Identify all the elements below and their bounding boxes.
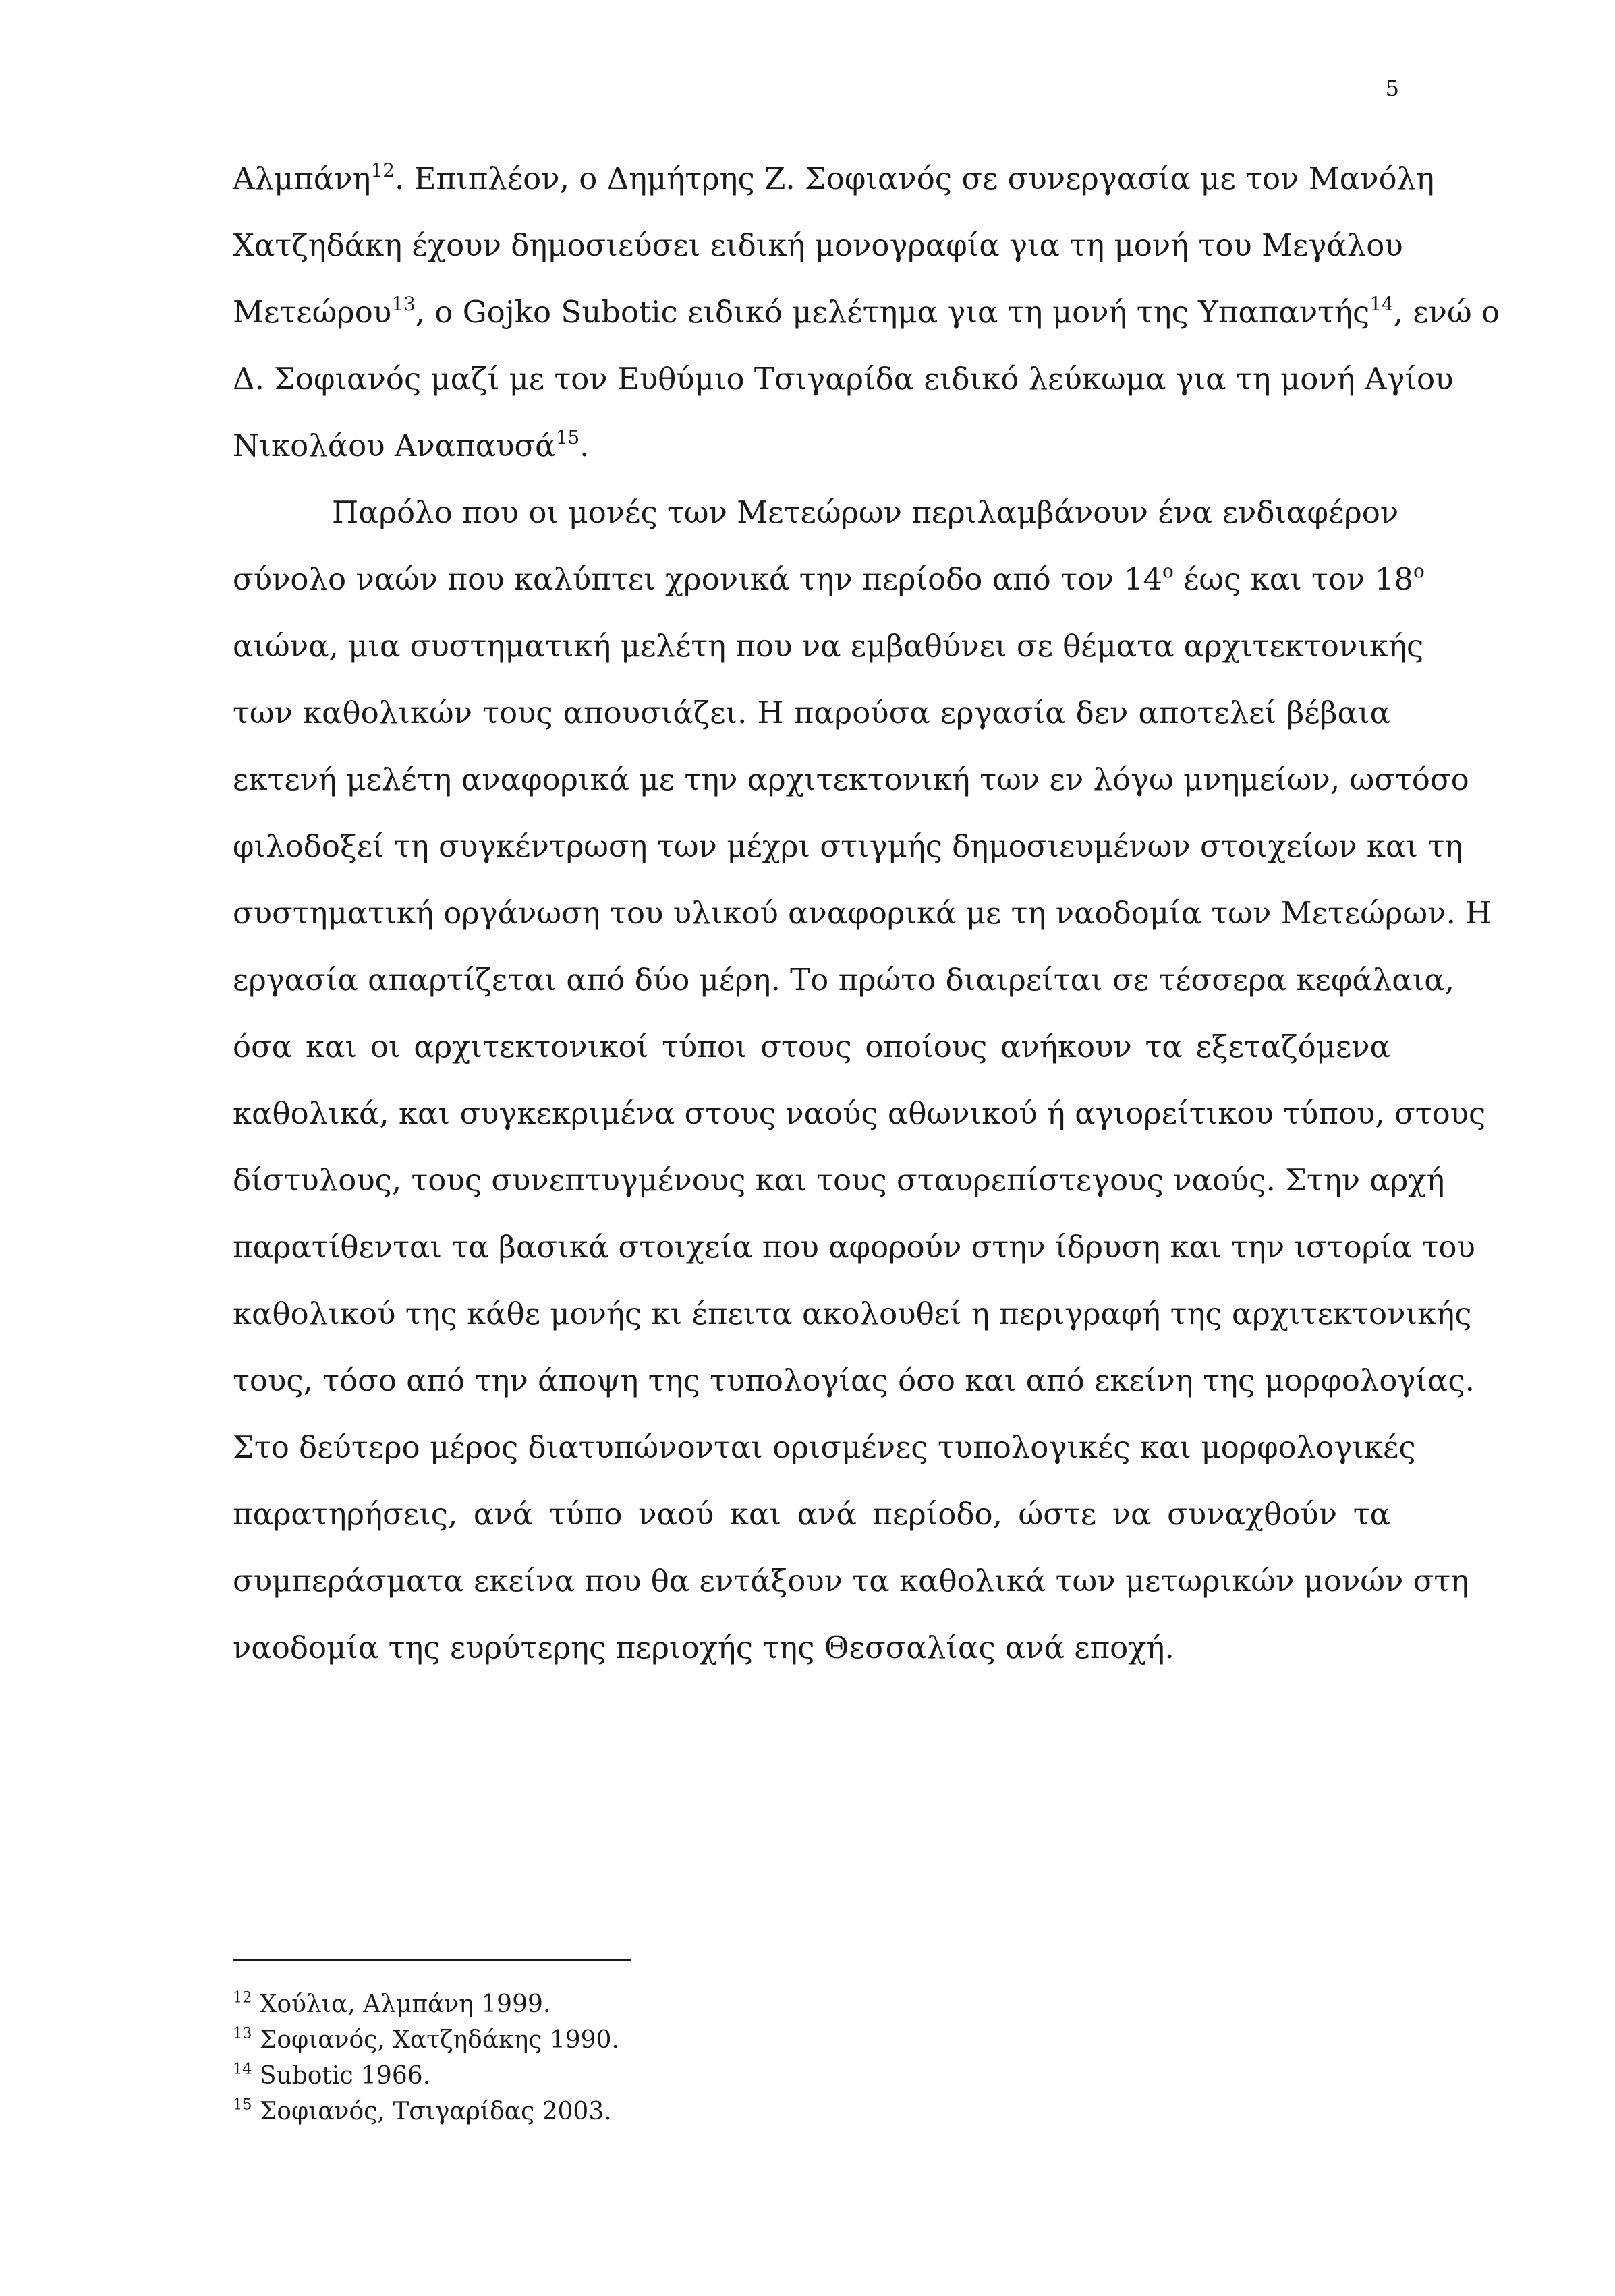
text-run: Παρόλο που οι μονές των Μετεώρων περιλαμβάνουν ένα ενδιαφέρον [332,494,1399,530]
text-run: σύνολο ναών που καλύπτει χρονικά την περίοδο από τον 14 [233,561,1162,597]
ordinal-superscript: ο [1162,559,1174,582]
footnote-text: Σοφιανός, Χατζηδάκης 1990. [259,2026,619,2054]
text-run: συστηματική οργάνωση του υλικού αναφορικά με τη ναοδομία των Μετεώρων. Η [233,895,1492,931]
text-run: δίστυλους, τους συνεπτυγμένους και τους σταυρεπίστεγους ναούς. Στην αρχή [233,1162,1445,1198]
text-run: καθολικά, και συγκεκριμένα στους ναούς αθωνικού ή αγιορείτικου τύπου, στους [233,1095,1486,1131]
text-line [233,1013,1390,1080]
text-line [233,145,1435,212]
text-run: συμπεράσματα εκείνα που θα εντάξουν τα καθολικά των μετωρικών μονών στη [233,1563,1469,1599]
footnote-number: 14 [233,2060,252,2078]
text-run: Αλμπάνη [233,161,371,196]
ordinal-superscript: ο [1413,559,1425,582]
footnote-12 [233,1986,619,2022]
text-run: Στο δεύτερο μέρος διατυπώνονται ορισμένες τυπολογικές και μορφολογικές [233,1429,1416,1465]
text-run: , ενώ ο [1393,294,1500,330]
text-run: παρατηρήσεις, ανά τύπο ναού και ανά περίοδο, ώστε να συναχθούν τα [233,1496,1390,1532]
footnote-ref-13: 13 [391,292,416,315]
text-run: τους, τόσο από την άποψη της τυπολογίας όσο και από εκείνη της μορφολογίας. [233,1362,1475,1398]
text-run: εργασία απαρτίζεται από δύο μέρη. Το πρώτο διαιρείται σε τέσσερα κεφάλαια, [233,962,1455,998]
text-line [233,813,1463,880]
text-run: καθολικού της κάθε μονής κι έπειτα ακολουθεί η περιγραφή της αρχιτεκτονικής [233,1296,1472,1331]
text-line [233,1547,1469,1614]
text-run: φιλοδοξεί τη συγκέντρωση των μέχρι στιγμής δημοσιευμένων στοιχείων και τη [233,828,1463,864]
text-run: Μετεώρου [233,294,392,330]
text-run: Νικολάου Αναπαυσά [233,428,556,463]
text-line [233,412,1390,479]
text-run: Χατζηδάκη έχουν δημοσιεύσει ειδική μονογραφία για τη μονή του Μεγάλου [233,227,1403,263]
footnote-text: Σοφιανός, Τσιγαρίδας 2003. [259,2098,612,2125]
text-run: εκτενή μελέτη αναφορικά με την αρχιτεκτονική των εν λόγω μνημείων, ωστόσο [233,762,1469,797]
footnote-number: 12 [233,1988,252,2007]
footnote-ref-12: 12 [370,159,395,181]
page-number: 5 [1385,76,1399,101]
text-line [233,946,1455,1013]
text-line [233,1481,1390,1547]
footnote-15 [233,2094,619,2129]
text-run: όσα και οι αρχιτεκτονικοί τύποι στους οποίους ανήκουν τα εξεταζόμενα [233,1029,1390,1064]
footnote-separator [233,1959,631,1961]
text-line [233,746,1469,813]
text-line [233,880,1492,946]
body-text [233,145,1500,1681]
footnotes [233,1986,619,2129]
text-line [233,345,1454,412]
text-line [233,1147,1445,1213]
text-line [233,212,1403,279]
text-line [233,479,1399,546]
footnote-text: Subotic 1966. [259,2062,431,2090]
text-line [233,546,1425,612]
text-line [233,1080,1486,1147]
footnote-number: 15 [233,2096,252,2114]
text-line [233,612,1424,679]
text-line [233,279,1500,345]
text-line [233,1347,1475,1414]
text-line [233,1614,1390,1681]
text-run: έως και τον 18 [1173,561,1413,597]
footnote-ref-15: 15 [555,426,580,449]
paragraph-1 [233,145,1500,479]
text-run: των καθολικών τους απουσιάζει. Η παρούσα εργασία δεν αποτελεί βέβαια [233,695,1390,730]
text-line [233,1414,1416,1481]
text-run: , ο Gojko Subotic ειδικό μελέτημα για τη μονή της Υπαπαντής [415,294,1370,330]
text-line [233,1213,1475,1280]
paragraph-2 [233,479,1492,1681]
footnote-number: 13 [233,2024,252,2042]
text-line [233,679,1390,746]
text-run: παρατίθενται τα βασικά στοιχεία που αφορούν στην ίδρυση και την ιστορία του [233,1229,1475,1265]
text-run: αιώνα, μια συστηματική μελέτη που να εμβαθύνει σε θέματα αρχιτεκτονικής [233,628,1424,664]
footnote-ref-14: 14 [1369,292,1394,315]
footnote-text: Χούλια, Αλμπάνη 1999. [259,1990,551,2018]
text-run: Δ. Σοφιανός μαζί με τον Ευθύμιο Τσιγαρίδα ειδικό λεύκωμα για τη μονή Αγίου [233,361,1454,397]
text-line [233,1280,1472,1347]
text-run: ναοδομία της ευρύτερης περιοχής της Θεσσαλίας ανά εποχή. [233,1630,1174,1665]
footnote-13 [233,2022,619,2058]
text-run: . [579,428,590,463]
text-run: . Επιπλέον, ο Δημήτρης Ζ. Σοφιανός σε συνεργασία με τον Μανόλη [395,161,1435,196]
footnote-14 [233,2058,619,2094]
